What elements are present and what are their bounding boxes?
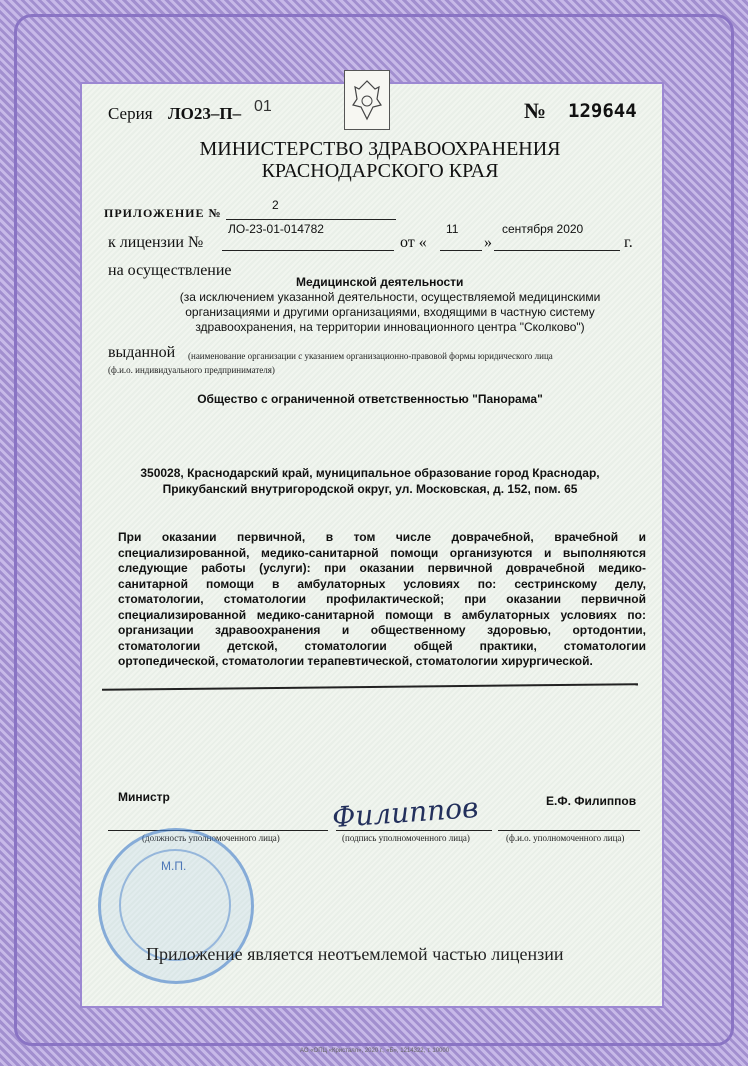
activity-label: на осуществление [108, 262, 232, 279]
services-line: ортопедической, стоматологии терапевтической, стоматологии хирургической. [118, 654, 593, 668]
quote-close: » [484, 234, 492, 251]
handwritten-signature: Филиппов [331, 790, 480, 835]
license-label: к лицензии № [108, 234, 204, 251]
activity-line-3: здравоохранения, на территории инновационного центра "Сколково") [195, 320, 585, 334]
series-value: ЛО23–П– [168, 104, 242, 123]
hint-name: (ф.и.о. уполномоченного лица) [506, 833, 625, 843]
services-line: При оказании первичной, в том числе доврачебной, врачебной и [118, 530, 646, 544]
issued-hint-1: (наименование организации с указанием организационно-правовой формы юридического лица [188, 351, 553, 361]
hint-position: (должность уполномоченного лица) [142, 833, 280, 843]
activity-title: Медицинской деятельности [296, 275, 464, 289]
license-day: 11 [446, 222, 459, 236]
issued-hint-2: (ф.и.о. индивидуального предпринимателя) [108, 365, 275, 375]
signer-position: Министр [118, 790, 170, 804]
address-line-2: Прикубанский внутригородской округ, ул. Московская, д. 152, пом. 65 [162, 482, 578, 496]
license-month-year: сентября 2020 [502, 222, 584, 236]
number-sign: № [524, 98, 547, 123]
hint-signature: (подпись уполномоченного лица) [342, 833, 470, 843]
services-line: специализированной, медико-санитарной помощи организуются и выполняются [118, 545, 646, 560]
appendix-label: ПРИЛОЖЕНИЕ № [104, 206, 222, 220]
appendix-note: Приложение является неотъемлемой частью лицензии [146, 944, 564, 964]
ministry-line-1: МИНИСТЕРСТВО ЗДРАВООХРАНЕНИЯ [199, 138, 561, 160]
services-line: специализированной медико-санитарной помощи в амбулаторных условиях по: [118, 607, 646, 622]
license-ref-number: ЛО-23-01-014782 [228, 222, 324, 236]
activity-line-2: организациями и другими организациями, входящими в частную систему [185, 305, 595, 319]
series-label: Серия [108, 104, 153, 123]
services-line: организации здравоохранения и общественному здоровью, ортодонтии, [118, 623, 646, 637]
appendix-number: 2 [272, 198, 279, 212]
issued-label: выданной [108, 344, 176, 361]
address-line-1: 350028, Краснодарский край, муниципальное образование город Краснодар, [140, 466, 600, 480]
ministry-line-2: КРАСНОДАРСКОГО КРАЯ [261, 160, 499, 182]
signer-name: Е.Ф. Филиппов [546, 794, 637, 808]
organization-name: Общество с ограниченной ответственностью "Панорама" [197, 392, 543, 406]
services-line: санитарной помощи в амбулаторных условиях по: сестринскому делу, [118, 576, 646, 591]
stamp-mp-label: М.П. [161, 859, 187, 873]
coat-of-arms-icon [344, 70, 390, 130]
year-suffix: г. [624, 234, 633, 251]
series-number: 01 [254, 98, 272, 115]
license-number: 129644 [568, 100, 637, 122]
services-line: стоматологии, стоматологии профилактической; при оказании первичной [118, 592, 646, 606]
activity-line-1: (за исключением указанной деятельности, осуществляемой медицинскими [179, 290, 601, 304]
printer-info: АО «ОПЦ «Кристалл», 2020 г., «Б», 1214322, т. 10000 [300, 1048, 450, 1054]
from-label: от « [400, 234, 427, 251]
services-line: следующие работы (услуги): при оказании первичной доврачебной медико- [118, 561, 646, 575]
services-line: стоматологии детской, стоматологии общей практики, стоматологии [118, 638, 646, 653]
